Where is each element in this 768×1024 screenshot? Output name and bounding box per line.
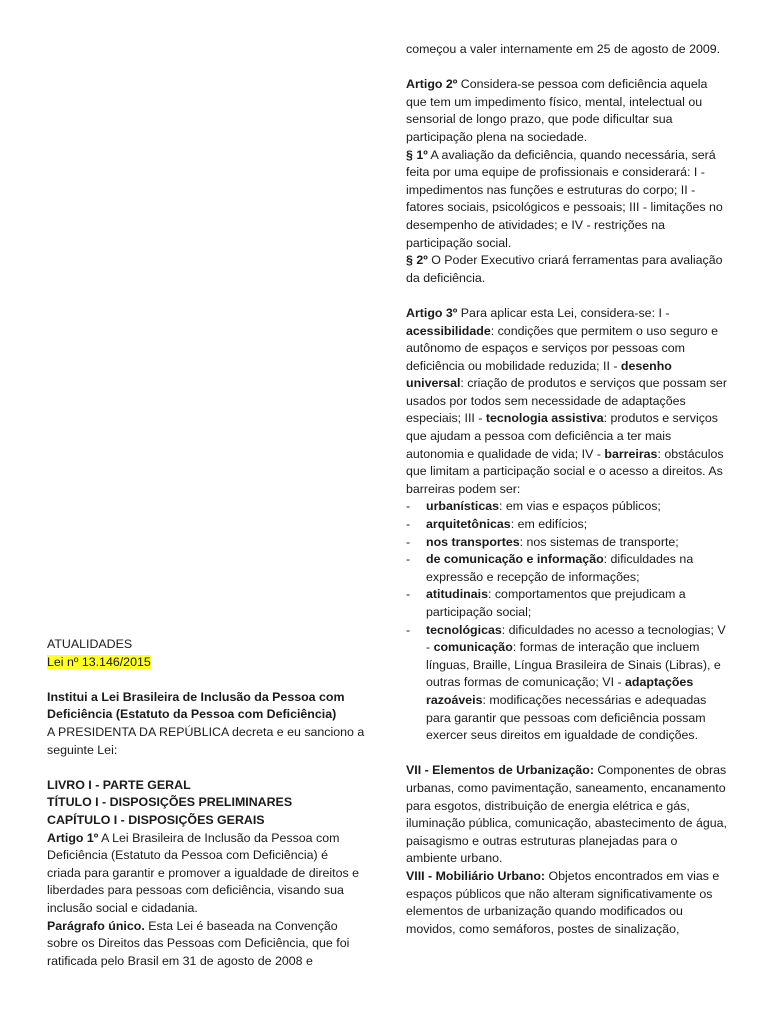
livro-heading-text: LIVRO I - PARTE GERAL [47, 777, 191, 792]
law-heading-text: Institui a Lei Brasileira de Inclusão da Pessoa com Deficiência (Estatuto da Pessoa com Deficiência) [47, 689, 345, 722]
law-heading [47, 689, 365, 724]
left-column [47, 636, 365, 970]
term-barreiras: barreiras [604, 446, 658, 461]
right-column [406, 41, 728, 938]
list-item [406, 622, 728, 745]
list-item-text: : nos sistemas de transporte; [519, 534, 679, 549]
list-item-term: de comunicação e informação [426, 552, 604, 567]
continuation-text: começou a valer internamente em 25 de agosto de 2009. [406, 42, 721, 56]
list-item-text: : dificuldades na expressão e recepção de informações; [426, 552, 694, 584]
barriers-list [406, 498, 728, 744]
list-item-term: urbanísticas [426, 499, 499, 514]
law-reference-highlight: Lei nº 13.146/2015 [47, 654, 151, 669]
list-item-text: : em edifícios; [510, 517, 588, 532]
list-item-term: nos transportes [426, 534, 520, 549]
list-item [406, 516, 728, 534]
section-2-text: O Poder Executivo criará ferramentas para avaliação da deficiência. [406, 253, 723, 285]
term-adaptacoes-razoaveis: adaptações razoáveis [426, 675, 694, 707]
section-2 [406, 252, 728, 287]
list-item-term: atitudinais [426, 587, 488, 602]
article-2 [406, 76, 728, 146]
capitulo-heading-text: CAPÍTULO I - DISPOSIÇÕES GERAIS [47, 812, 265, 827]
term-acessibilidade: acessibilidade [406, 323, 491, 338]
list-item-text: : comportamentos que prejudicam a participação social; [426, 587, 686, 619]
term-tecnologia-assistiva: tecnologia assistiva [485, 411, 604, 426]
article-1 [47, 830, 365, 918]
law-reference [47, 654, 365, 672]
list-item [406, 534, 728, 552]
item-vii-label: VII - Elementos de Urbanização: [406, 763, 594, 778]
section-2-label: § 2º [406, 253, 428, 268]
article-3 [406, 305, 728, 499]
item-vii-text: Componentes de obras urbanas, como pavimentação, saneamento, encanamento para esgotos, distribuição de energia elétrica e gás, iluminação pública, comunicação, abastecimento de água, paisagismo e outras estruturas planejadas para o ambiente urbano. [406, 763, 727, 866]
paragrafo-unico-text: Esta Lei é baseada na Convenção sobre os Direitos das Pessoas com Deficiência, que foi ratificada pelo Brasil em 31 de agosto de 2008 e [47, 918, 350, 968]
article-3-text-d: : produtos e serviços que ajudam a pessoa com deficiência a ter mais autonomia e qualidade de vida; IV - [406, 411, 718, 461]
article-1-label: Artigo 1º [47, 830, 99, 845]
article-3-text-a: Para aplicar esta Lei, considera-se: I - [457, 305, 670, 320]
section-title: ATUALIDADES [47, 637, 133, 651]
term-comunicacao: comunicação [433, 640, 513, 655]
section-1-text: A avaliação da deficiência, quando necessária, será feita por uma equipe de profissionais e considerará: I - impedimentos nas funções e estruturas do corpo; II - fatores sociais, psicológicos e pessoais; III - limitações no desempenho de atividades; e IV - restrições na participação social. [406, 147, 723, 250]
list-item [406, 586, 728, 621]
list-item-text-3: : modificações necessárias e adequadas para garantir que pessoas com deficiência possam exercer seus direitos em igualdade de condições. [426, 692, 707, 743]
term-desenho-universal: desenho universal [406, 358, 672, 391]
titulo-heading-text: TÍTULO I - DISPOSIÇÕES PRELIMINARES [47, 795, 293, 810]
list-item [406, 551, 728, 586]
list-item-term: tecnológicas [426, 622, 502, 637]
section-1-label: § 1º [406, 147, 428, 162]
titulo-heading [47, 794, 365, 812]
livro-heading [47, 777, 365, 795]
list-item-text: : dificuldades no acesso a tecnologias; V - [426, 622, 726, 655]
list-item-text: : em vias e espaços públicos; [499, 499, 661, 514]
item-viii-text: Objetos encontrados em vias e espaços públicos que não alteram significativamente os elementos de urbanização quando modificados ou movidos, como semáforos, postes de sinalização, [406, 868, 720, 936]
article-1-text: A Lei Brasileira de Inclusão da Pessoa com Deficiência (Estatuto da Pessoa com Deficiência) é criada para garantir e promover a igualdade de direitos e liberdades para pessoas com deficiência, visando sua inclusão social e cidadania. [47, 830, 360, 915]
article-3-text-b: : condições que permitem o uso seguro e autônomo de espaços e serviços por pessoas com deficiência ou mobilidade reduzida; II - [406, 323, 719, 373]
paragrafo-unico [47, 918, 365, 971]
article-3-text-c: : criação de produtos e serviços que possam ser usados por todos sem necessidade de adaptações especiais; III - [406, 376, 727, 426]
article-2-label: Artigo 2º [406, 77, 458, 92]
capitulo-heading [47, 812, 365, 830]
item-viii-label: VIII - Mobiliário Urbano: [406, 868, 546, 883]
list-item [406, 498, 728, 516]
decree-text: A PRESIDENTA DA REPÚBLICA decreta e eu sanciono a seguinte Lei: [47, 724, 365, 757]
article-3-label: Artigo 3º [406, 305, 458, 320]
article-2-text: Considera-se pessoa com deficiência aquela que tem um impedimento físico, mental, intelectual ou sensorial de longo prazo, que pode dificultar sua participação plena na sociedade. [406, 77, 708, 144]
item-vii [406, 762, 728, 868]
article-3-text-e: : obstáculos que limitam a participação social e o acesso a direitos. As barreiras podem ser: [406, 446, 724, 496]
section-1 [406, 147, 728, 253]
list-item-text-2: : formas de interação que incluem línguas, Braille, Língua Brasileira de Sinais (Libras), e outras formas de comunicação; VI - [426, 640, 721, 690]
paragrafo-unico-label: Parágrafo único. [47, 918, 145, 933]
list-item-term: arquitetônicas [426, 517, 511, 532]
item-viii [406, 868, 728, 938]
